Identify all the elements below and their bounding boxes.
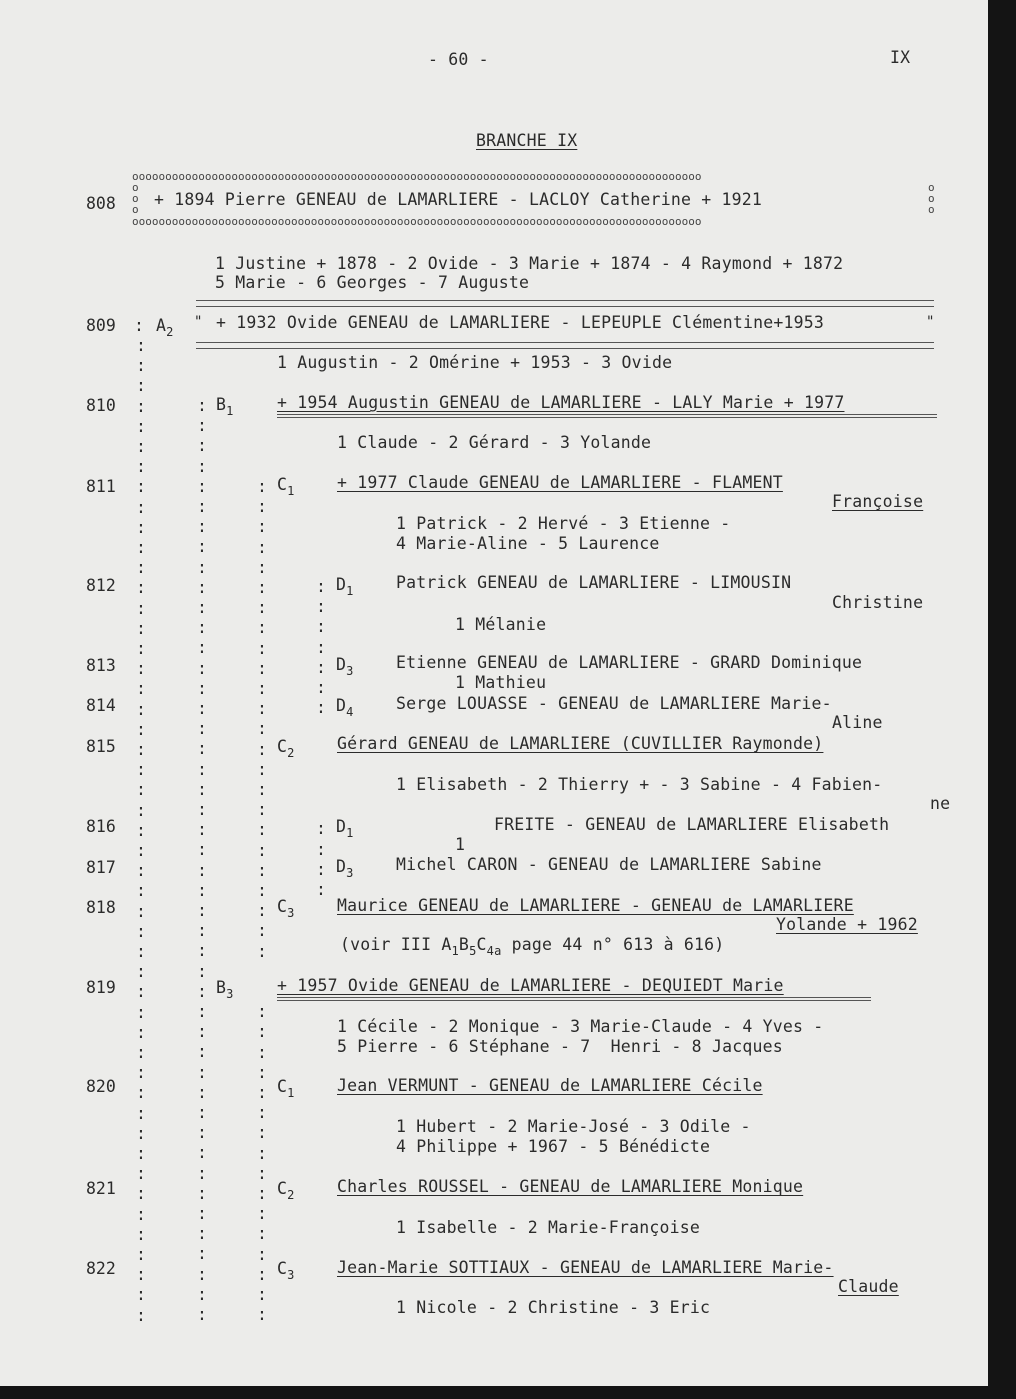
- colon-guide: :: [136, 801, 146, 820]
- colon-guide: :: [257, 841, 267, 860]
- colon-guide: :: [197, 1184, 207, 1203]
- colon-guide: :: [316, 819, 326, 838]
- entry-number: 819: [86, 978, 116, 997]
- colon-guide: :: [136, 740, 146, 759]
- colon-guide: :: [136, 1104, 146, 1123]
- colon-a: :: [134, 316, 144, 335]
- entry-814-couple: Serge LOUASSE - GENEAU de LAMARLIERE Marie-: [396, 694, 832, 713]
- colon-guide: :: [136, 1124, 146, 1143]
- entry-820-couple: Jean VERMUNT - GENEAU de LAMARLIERE Cécile: [337, 1076, 763, 1095]
- colon-guide: :: [257, 1123, 267, 1142]
- colon-guide: :: [257, 861, 267, 880]
- colon-guide: :: [197, 477, 207, 496]
- colon-guide: :: [257, 1144, 267, 1163]
- colon-guide: :: [197, 820, 207, 839]
- colon-guide: :: [136, 881, 146, 900]
- entry-808-children-cont: 5 Marie - 6 Georges - 7 Auguste: [215, 273, 530, 292]
- colon-guide: :: [136, 1265, 146, 1284]
- entry-813-couple: Etienne GENEAU de LAMARLIERE - GRARD Dominique: [396, 653, 863, 672]
- colon-guide: :: [197, 1063, 207, 1082]
- entry-812-children: 1 Mélanie: [455, 615, 547, 634]
- colon-guide: :: [257, 477, 267, 496]
- level-label: $C_3$: [277, 897, 295, 920]
- colon-guide: :: [197, 861, 207, 880]
- colon-guide: :: [316, 678, 326, 697]
- level-label: $B_1$: [216, 395, 234, 418]
- colon-guide: :: [257, 942, 267, 961]
- colon-guide: :: [197, 497, 207, 516]
- colon-guide: :: [136, 376, 146, 395]
- colon-guide: :: [257, 1043, 267, 1062]
- colon-guide: :: [257, 1285, 267, 1304]
- entry-number: 821: [86, 1179, 116, 1198]
- colon-guide: :: [136, 962, 146, 981]
- colon-guide: :: [257, 679, 267, 698]
- entry-818-reference: (voir III $A_1B_5C_{4a}$ page 44 n° 613 à 616): [340, 935, 725, 958]
- double-underline: [277, 997, 871, 1001]
- entry-816-children: 1: [455, 835, 466, 854]
- colon-guide: :: [316, 698, 326, 717]
- entry-822-couple-cont: Claude: [838, 1277, 899, 1296]
- entry-number: 815: [86, 737, 116, 756]
- colon-guide: :: [197, 840, 207, 859]
- level-label: $D_4$: [336, 696, 354, 719]
- level-label: $B_3$: [216, 978, 234, 1001]
- colon-guide: :: [257, 1063, 267, 1082]
- colon-guide: :: [257, 780, 267, 799]
- colon-guide: :: [136, 1164, 146, 1183]
- colon-guide: :: [136, 720, 146, 739]
- entry-817-couple: Michel CARON - GENEAU de LAMARLIERE Sabine: [396, 855, 822, 874]
- colon-guide: :: [257, 538, 267, 557]
- colon-guide: :: [257, 1083, 267, 1102]
- entry-822-couple: Jean-Marie SOTTIAUX - GENEAU de LAMARLIERE Marie-: [337, 1258, 834, 1277]
- entry-number: 814: [86, 696, 116, 715]
- colon-guide: :: [197, 1224, 207, 1243]
- quote-mark-right: ": [926, 314, 935, 330]
- colon-guide: :: [136, 558, 146, 577]
- colon-guide: :: [197, 719, 207, 738]
- level-label: $C_2$: [277, 1179, 295, 1202]
- colon-guide: :: [136, 902, 146, 921]
- colon-guide: :: [136, 498, 146, 517]
- colon-guide: :: [197, 1305, 207, 1324]
- colon-guide: :: [197, 780, 207, 799]
- colon-guide: :: [197, 1244, 207, 1263]
- ooo-border-right: ooo: [928, 182, 935, 216]
- colon-guide: :: [136, 538, 146, 557]
- entry-811-children-cont: 4 Marie-Aline - 5 Laurence: [396, 534, 660, 553]
- colon-guide: :: [136, 1144, 146, 1163]
- colon-guide: :: [197, 982, 207, 1001]
- double-rule-bottom: [196, 342, 934, 349]
- colon-guide: :: [136, 417, 146, 436]
- level-label: $D_1$: [336, 575, 354, 598]
- double-underline: [277, 414, 937, 418]
- colon-guide: :: [197, 901, 207, 920]
- entry-number: 811: [86, 477, 116, 496]
- colon-guide: :: [257, 1184, 267, 1203]
- entry-815-children-cont: ne: [930, 794, 951, 813]
- colon-guide: :: [257, 497, 267, 516]
- colon-guide: :: [136, 336, 146, 355]
- colon-guide: :: [257, 1103, 267, 1122]
- colon-guide: :: [136, 518, 146, 537]
- colon-guide: :: [257, 881, 267, 900]
- quote-mark-left: ": [194, 314, 203, 330]
- colon-guide: :: [197, 618, 207, 637]
- colon-guide: :: [136, 437, 146, 456]
- colon-guide: :: [197, 558, 207, 577]
- colon-guide: :: [136, 1043, 146, 1062]
- colon-guide: :: [257, 1224, 267, 1243]
- colon-guide: :: [197, 800, 207, 819]
- scan-edge-right: [988, 0, 1016, 1399]
- colon-guide: :: [257, 901, 267, 920]
- colon-guide: :: [136, 1205, 146, 1224]
- colon-guide: :: [316, 860, 326, 879]
- colon-guide: :: [197, 962, 207, 981]
- colon-guide: :: [316, 658, 326, 677]
- colon-guide: :: [136, 982, 146, 1001]
- entry-809-children: 1 Augustin - 2 Omérine + 1953 - 3 Ovide: [277, 353, 673, 372]
- colon-guide: :: [257, 598, 267, 617]
- colon-guide: :: [197, 638, 207, 657]
- colon-guide: :: [257, 1305, 267, 1324]
- ooo-border-bottom: oooooooooooooooooooooooooooooooooooooooooooooooooooooooooooooooooooooooooooooooooooooo: [132, 217, 702, 227]
- entry-number: 809: [86, 316, 116, 335]
- entry-810-couple: + 1954 Augustin GENEAU de LAMARLIERE - LALY Marie + 1977: [277, 393, 845, 412]
- entry-812-couple: Patrick GENEAU de LAMARLIERE - LIMOUSIN: [396, 573, 792, 592]
- colon-guide: :: [257, 578, 267, 597]
- entry-819-couple: + 1957 Ovide GENEAU de LAMARLIERE - DEQUIEDT Marie: [277, 976, 784, 995]
- colon-guide: :: [136, 760, 146, 779]
- colon-guide: :: [257, 740, 267, 759]
- colon-guide: :: [257, 820, 267, 839]
- colon-guide: :: [257, 517, 267, 536]
- entry-number: 817: [86, 858, 116, 877]
- colon-guide: :: [136, 356, 146, 375]
- entry-811-children: 1 Patrick - 2 Hervé - 3 Etienne -: [396, 514, 731, 533]
- entry-819-children: 1 Cécile - 2 Monique - 3 Marie-Claude - 4 Yves -: [337, 1017, 824, 1036]
- colon-guide: :: [257, 1265, 267, 1284]
- colon-guide: :: [197, 760, 207, 779]
- entry-815-children: 1 Elisabeth - 2 Thierry + - 3 Sabine - 4 Fabien-: [396, 775, 883, 794]
- colon-guide: :: [136, 1063, 146, 1082]
- colon-guide: :: [257, 800, 267, 819]
- colon-guide: :: [316, 840, 326, 859]
- ooo-border-top: oooooooooooooooooooooooooooooooooooooooooooooooooooooooooooooooooooooooooooooooooooooo: [132, 172, 702, 182]
- level-label: $D_3$: [336, 655, 354, 678]
- level-label: $D_1$: [336, 817, 354, 840]
- double-rule-top: [196, 300, 934, 307]
- colon-guide: :: [136, 1285, 146, 1304]
- level-label: $C_2$: [277, 737, 295, 760]
- colon-guide: :: [257, 1164, 267, 1183]
- entry-816-couple: FREITE - GENEAU de LAMARLIERE Elisabeth: [494, 815, 890, 834]
- entry-810-children: 1 Claude - 2 Gérard - 3 Yolande: [337, 433, 652, 452]
- colon-guide: :: [197, 1265, 207, 1284]
- colon-guide: :: [197, 1285, 207, 1304]
- colon-guide: :: [197, 1164, 207, 1183]
- colon-guide: :: [197, 457, 207, 476]
- colon-guide: :: [316, 617, 326, 636]
- entry-815-couple: Gérard GENEAU de LAMARLIERE (CUVILLIER Raymonde): [337, 734, 824, 753]
- entry-808-children: 1 Justine + 1878 - 2 Ovide - 3 Marie + 1874 - 4 Raymond + 1872: [215, 254, 844, 273]
- colon-guide: :: [257, 1022, 267, 1041]
- level-label: $D_3$: [336, 857, 354, 880]
- colon-guide: :: [257, 639, 267, 658]
- colon-guide: :: [197, 396, 207, 415]
- level-label: $A_2$: [156, 316, 174, 339]
- colon-guide: :: [257, 1204, 267, 1223]
- entry-818-couple-cont: Yolande + 1962: [776, 915, 918, 934]
- colon-guide: :: [136, 477, 146, 496]
- entry-number: 810: [86, 396, 116, 415]
- entry-number: 818: [86, 898, 116, 917]
- entry-811-couple-cont: Françoise: [832, 492, 924, 511]
- level-label: $C_3$: [277, 1259, 295, 1282]
- entry-822-children: 1 Nicole - 2 Christine - 3 Eric: [396, 1298, 711, 1317]
- colon-guide: :: [197, 941, 207, 960]
- colon-guide: :: [136, 780, 146, 799]
- entry-number: 816: [86, 817, 116, 836]
- colon-guide: :: [316, 880, 326, 899]
- page-title: BRANCHE IX: [476, 131, 578, 150]
- colon-guide: :: [136, 659, 146, 678]
- colon-guide: :: [257, 760, 267, 779]
- colon-guide: :: [197, 598, 207, 617]
- colon-guide: :: [197, 679, 207, 698]
- colon-guide: :: [136, 841, 146, 860]
- colon-guide: :: [257, 699, 267, 718]
- colon-guide: :: [136, 599, 146, 618]
- colon-guide: :: [136, 922, 146, 941]
- colon-guide: :: [316, 597, 326, 616]
- colon-guide: :: [197, 537, 207, 556]
- colon-guide: :: [197, 1103, 207, 1122]
- entry-number: 822: [86, 1259, 116, 1278]
- colon-guide: :: [197, 578, 207, 597]
- entry-number: 812: [86, 576, 116, 595]
- colon-guide: :: [257, 558, 267, 577]
- colon-guide: :: [136, 578, 146, 597]
- entry-820-children: 1 Hubert - 2 Marie-José - 3 Odile -: [396, 1117, 751, 1136]
- colon-guide: :: [257, 618, 267, 637]
- colon-guide: :: [257, 659, 267, 678]
- entry-808-couple: + 1894 Pierre GENEAU de LAMARLIERE - LACLOY Catherine + 1921: [154, 190, 763, 209]
- entry-819-children-cont: 5 Pierre - 6 Stéphane - 7 Henri - 8 Jacques: [337, 1037, 783, 1056]
- colon-guide: :: [136, 1245, 146, 1264]
- colon-guide: :: [136, 1306, 146, 1325]
- colon-guide: :: [197, 921, 207, 940]
- colon-guide: :: [257, 1002, 267, 1021]
- branch-roman-numeral: IX: [890, 48, 911, 67]
- colon-guide: :: [136, 942, 146, 961]
- colon-guide: :: [136, 679, 146, 698]
- colon-guide: :: [136, 1184, 146, 1203]
- colon-guide: :: [257, 921, 267, 940]
- colon-guide: :: [197, 517, 207, 536]
- colon-guide: :: [197, 699, 207, 718]
- colon-guide: :: [197, 1042, 207, 1061]
- colon-guide: :: [136, 1023, 146, 1042]
- colon-guide: :: [197, 1204, 207, 1223]
- colon-guide: :: [316, 577, 326, 596]
- entry-821-couple: Charles ROUSSEL - GENEAU de LAMARLIERE Monique: [337, 1177, 804, 1196]
- page-number: - 60 -: [428, 50, 489, 69]
- colon-guide: :: [136, 619, 146, 638]
- colon-guide: :: [197, 1083, 207, 1102]
- colon-guide: :: [136, 821, 146, 840]
- colon-guide: :: [136, 1083, 146, 1102]
- colon-guide: :: [197, 1143, 207, 1162]
- colon-guide: :: [136, 861, 146, 880]
- colon-guide: :: [136, 1225, 146, 1244]
- entry-809-couple: + 1932 Ovide GENEAU de LAMARLIERE - LEPEUPLE Clémentine+1953: [216, 313, 825, 332]
- level-label: $C_1$: [277, 1077, 295, 1100]
- colon-guide: :: [197, 739, 207, 758]
- colon-guide: :: [136, 1003, 146, 1022]
- colon-guide: :: [197, 436, 207, 455]
- colon-guide: :: [197, 659, 207, 678]
- colon-guide: :: [136, 700, 146, 719]
- colon-guide: :: [136, 457, 146, 476]
- scan-edge-bottom: [0, 1386, 1016, 1399]
- colon-guide: :: [197, 416, 207, 435]
- colon-guide: :: [197, 1123, 207, 1142]
- entry-813-children: 1 Mathieu: [455, 673, 547, 692]
- entry-818-couple: Maurice GENEAU de LAMARLIERE - GENEAU de LAMARLIERE: [337, 896, 854, 915]
- colon-guide: :: [197, 1002, 207, 1021]
- entry-number: 808: [86, 194, 116, 213]
- colon-guide: :: [197, 881, 207, 900]
- entry-814-couple-cont: Aline: [832, 713, 883, 732]
- colon-guide: :: [257, 1245, 267, 1264]
- colon-guide: :: [316, 638, 326, 657]
- entry-820-children-cont: 4 Philippe + 1967 - 5 Bénédicte: [396, 1137, 711, 1156]
- colon-guide: :: [136, 397, 146, 416]
- entry-812-couple-cont: Christine: [832, 593, 924, 612]
- entry-number: 813: [86, 656, 116, 675]
- entry-number: 820: [86, 1077, 116, 1096]
- entry-821-children: 1 Isabelle - 2 Marie-Françoise: [396, 1218, 701, 1237]
- entry-811-couple: + 1977 Claude GENEAU de LAMARLIERE - FLAMENT: [337, 473, 783, 492]
- ooo-border-left: ooo: [132, 182, 139, 216]
- colon-guide: :: [136, 639, 146, 658]
- level-label: $C_1$: [277, 475, 295, 498]
- colon-guide: :: [197, 1022, 207, 1041]
- colon-guide: :: [257, 719, 267, 738]
